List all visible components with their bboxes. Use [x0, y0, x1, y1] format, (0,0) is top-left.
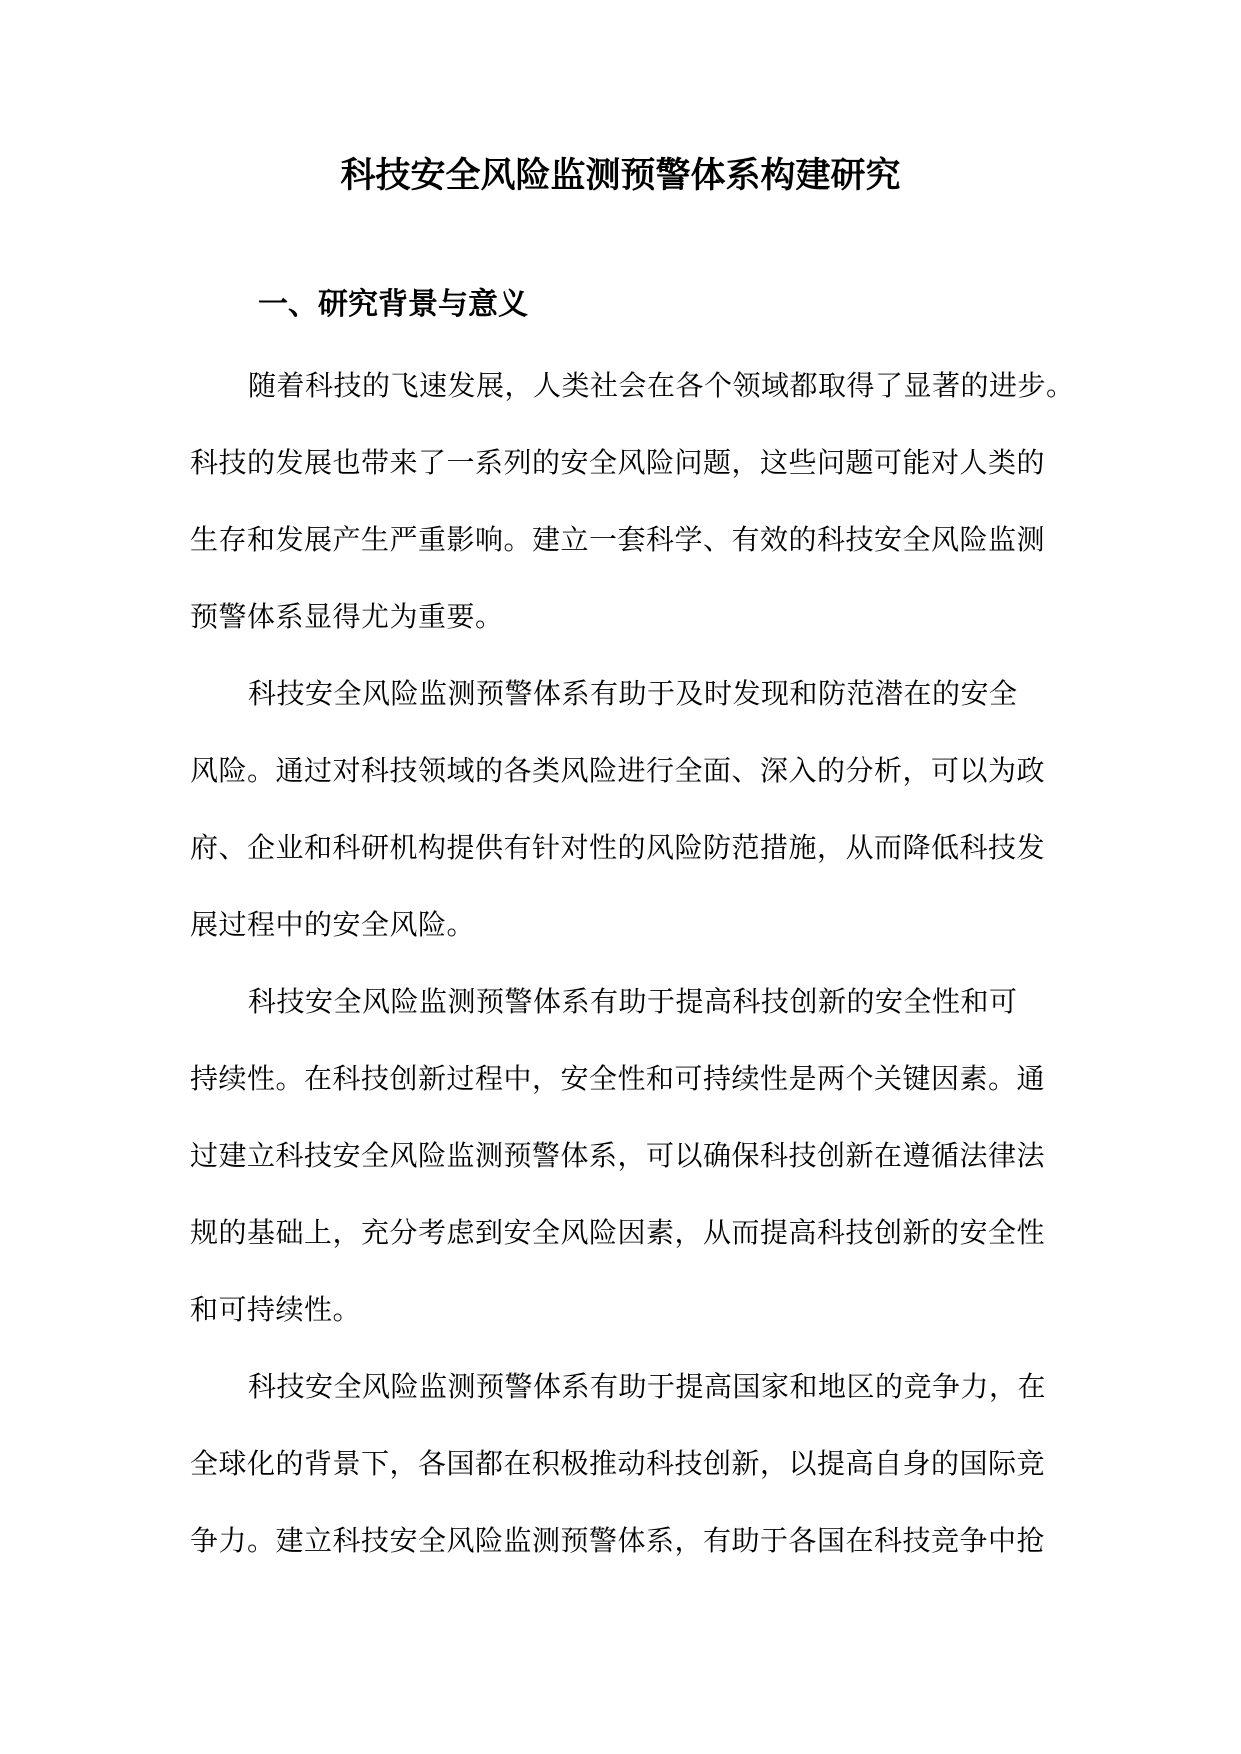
text-line: 科技的发展也带来了一系列的安全风险问题，这些问题可能对人类的	[190, 446, 1046, 479]
text-line: 随着科技的飞速发展，人类社会在各个领域都取得了显著的进步。	[248, 369, 1075, 402]
text-line: 风险。通过对科技领域的各类风险进行全面、深入的分析，可以为政	[190, 754, 1046, 787]
section-heading: 一、研究背景与意义	[258, 287, 528, 322]
text-line: 科技安全风险监测预警体系有助于及时发现和防范潜在的安全	[248, 677, 1018, 710]
text-line: 生存和发展产生严重影响。建立一套科学、有效的科技安全风险监测	[190, 523, 1046, 556]
text-line: 全球化的背景下，各国都在积极推动科技创新，以提高自身的国际竞	[190, 1447, 1046, 1480]
text-line: 展过程中的安全风险。	[190, 908, 476, 941]
document-title: 科技安全风险监测预警体系构建研究	[340, 155, 901, 196]
text-line: 预警体系显得尤为重要。	[190, 600, 504, 633]
text-line: 持续性。在科技创新过程中，安全性和可持续性是两个关键因素。通	[190, 1062, 1046, 1095]
text-line: 规的基础上，充分考虑到安全风险因素，从而提高科技创新的安全性	[190, 1216, 1046, 1249]
text-line: 和可持续性。	[190, 1293, 362, 1326]
text-line: 府、企业和科研机构提供有针对性的风险防范措施，从而降低科技发	[190, 831, 1046, 864]
text-line: 争力。建立科技安全风险监测预警体系，有助于各国在科技竞争中抢	[190, 1524, 1046, 1557]
text-line: 科技安全风险监测预警体系有助于提高国家和地区的竞争力，在	[248, 1370, 1047, 1403]
text-line: 过建立科技安全风险监测预警体系，可以确保科技创新在遵循法律法	[190, 1139, 1046, 1172]
text-line: 科技安全风险监测预警体系有助于提高科技创新的安全性和可	[248, 985, 1018, 1018]
